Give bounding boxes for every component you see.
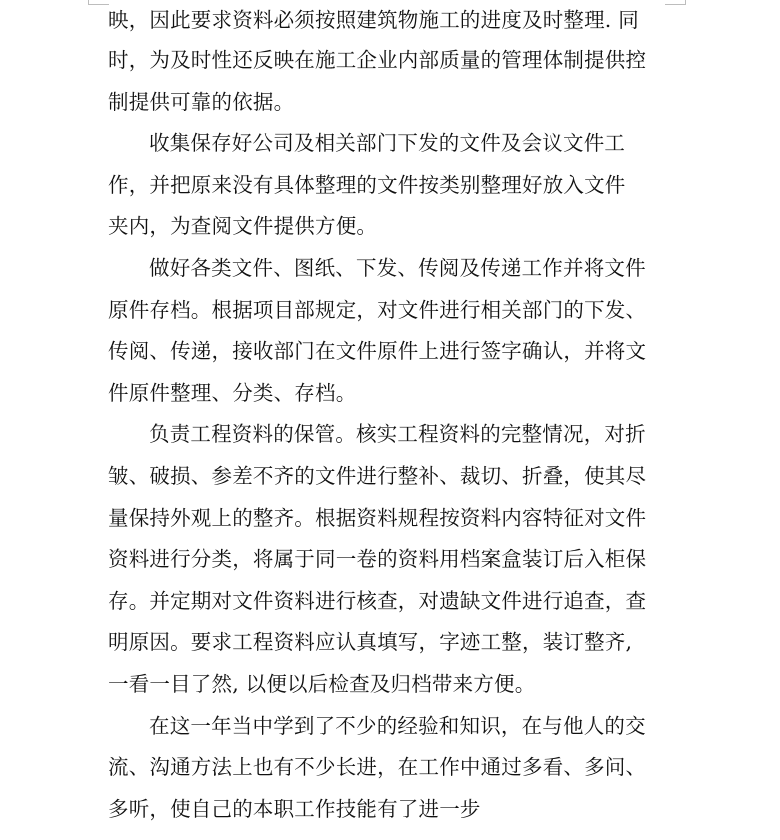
document-body — [108, 0, 668, 830]
text-line: 件原件整理、分类、存档。 — [108, 380, 357, 405]
text-line: 一看一目了然, 以便以后检查及归档带来方便。 — [108, 671, 536, 696]
paragraph-start-line: 负责工程资料的保管。核实工程资料的完整情况，对折 — [149, 422, 646, 447]
text-line: 制提供可靠的依据。 — [108, 89, 295, 114]
text-line: 夹内，为查阅文件提供方便。 — [108, 214, 378, 239]
crop-mark-left — [88, 0, 109, 5]
text-line: 资料进行分类，将属于同一卷的资料用档案盒装订后入柜保 — [108, 547, 647, 572]
text-line: 多听，使自己的本职工作技能有了进一步 — [108, 796, 481, 821]
paragraph-start-line: 在这一年当中学到了不少的经验和知识，在与他人的交 — [149, 713, 646, 738]
text-line: 传阅、传递，接收部门在文件原件上进行签字确认，并将文 — [108, 339, 647, 364]
crop-mark-right — [665, 0, 686, 5]
text-line: 作，并把原来没有具体整理的文件按类别整理好放入文件 — [108, 172, 626, 197]
text-line: 皱、破损、参差不齐的文件进行整补、裁切、折叠，使其尽 — [108, 463, 647, 488]
text-line: 明原因。要求工程资料应认真填写，字迹工整，装订整齐, — [108, 630, 633, 655]
text-line: 时，为及时性还反映在施工企业内部质量的管理体制提供控 — [108, 48, 647, 72]
paragraph-start-line: 收集保存好公司及相关部门下发的文件及会议文件工 — [149, 131, 626, 156]
text-line: 量保持外观上的整齐。根据资料规程按资料内容特征对文件 — [108, 505, 647, 530]
text-line: 原件存档。根据项目部规定，对文件进行相关部门的下发、 — [108, 297, 647, 322]
paragraph-start-line: 做好各类文件、图纸、下发、传阅及传递工作并将文件 — [149, 255, 646, 280]
text-line: 流、沟通方法上也有不少长进，在工作中通过多看、多问、 — [108, 755, 647, 780]
text-line: 存。并定期对文件资料进行核查，对遗缺文件进行追查，查 — [108, 588, 647, 613]
text-line: 映，因此要求资料必须按照建筑物施工的进度及时整理. 同 — [108, 8, 639, 32]
